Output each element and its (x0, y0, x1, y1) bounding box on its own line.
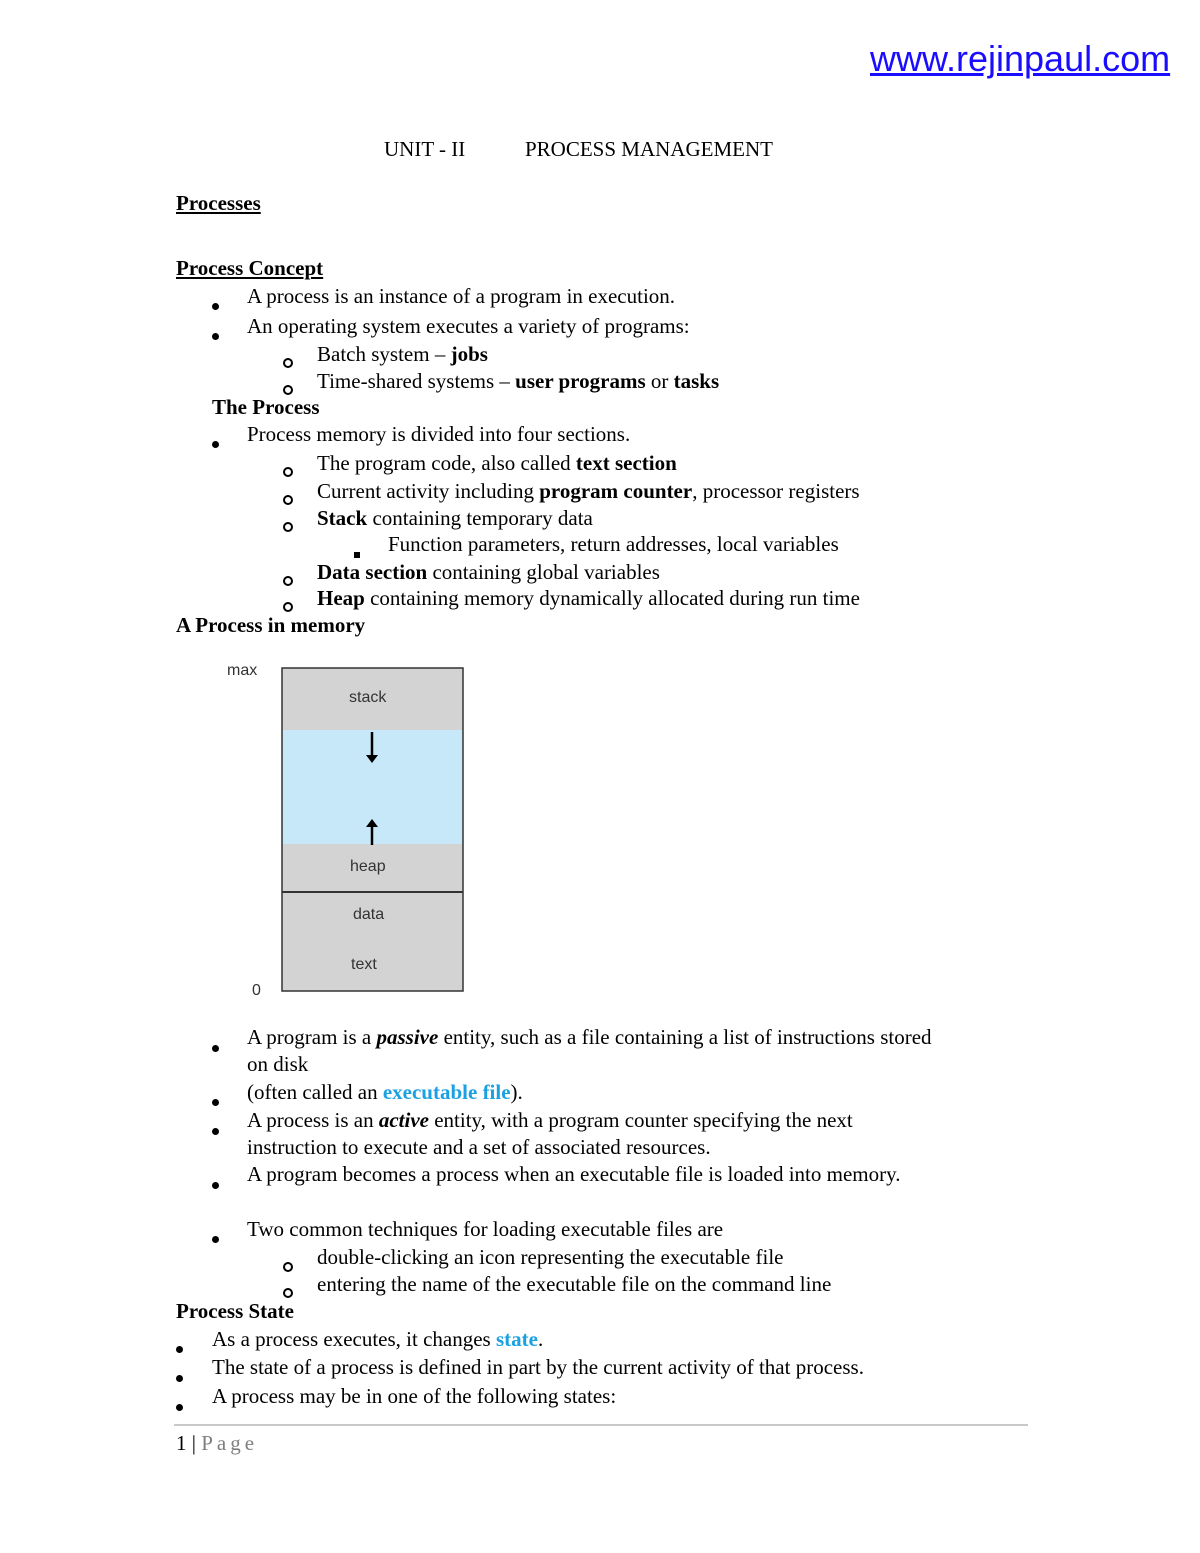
text-label: text (351, 956, 377, 973)
ring-bullet-icon (283, 567, 293, 592)
bullet-icon (212, 1116, 219, 1141)
heading-process-concept: Process Concept (176, 256, 324, 280)
list-item: Current activity including program counter, processor registers (317, 479, 860, 503)
footer-separator: | (191, 1431, 196, 1455)
list-item: Stack containing temporary data (317, 506, 593, 530)
data-label: data (353, 906, 385, 923)
page-word: Page (201, 1431, 259, 1455)
bullet-icon (212, 291, 219, 316)
list-item-continuation: instruction to execute and a set of associated resources. (247, 1135, 711, 1159)
bullet-icon (212, 1170, 219, 1195)
list-item-continuation: on disk (247, 1052, 309, 1076)
page-title: PROCESS MANAGEMENT (525, 137, 773, 161)
bullet-icon (212, 1033, 219, 1058)
stack-label: stack (349, 689, 387, 706)
heap-label: heap (350, 858, 386, 875)
ring-bullet-icon (283, 1253, 293, 1278)
ring-bullet-icon (283, 486, 293, 511)
list-item: The program code, also called text section (317, 451, 677, 475)
ring-bullet-icon (283, 349, 293, 374)
zero-label: 0 (252, 982, 261, 999)
bullet-icon (212, 1224, 219, 1249)
memory-diagram (220, 655, 480, 1005)
list-item: A process is an instance of a program in execution. (247, 284, 676, 308)
list-item: A program becomes a process when an executable file is loaded into memory. (247, 1162, 901, 1186)
website-link[interactable]: www.rejinpaul.com (870, 38, 1171, 79)
bullet-icon (176, 1334, 183, 1359)
bullet-icon (212, 321, 219, 346)
list-item: entering the name of the executable file on the command line (317, 1272, 832, 1296)
list-item: Time-shared systems – user programs or tasks (317, 369, 720, 393)
bullet-icon (212, 1087, 219, 1112)
ring-bullet-icon (283, 513, 293, 538)
list-item: Heap containing memory dynamically allocated during run time (317, 586, 860, 610)
list-item: A process is an active entity, with a program counter specifying the next (247, 1108, 853, 1132)
heading-process-state: Process State (176, 1299, 294, 1323)
heading-the-process: The Process (212, 395, 320, 419)
ring-bullet-icon (283, 458, 293, 483)
heading-processes: Processes (176, 191, 261, 215)
bullet-icon (176, 1392, 183, 1417)
max-label: max (227, 662, 258, 679)
list-item: A program is a passive entity, such as a file containing a list of instructions stored (247, 1025, 932, 1049)
list-item: An operating system executes a variety of programs: (247, 314, 690, 338)
heading-process-in-memory: A Process in memory (176, 613, 366, 637)
list-item: Process memory is divided into four sections. (247, 422, 631, 446)
unit-label: UNIT - II (384, 137, 466, 161)
list-item: Function parameters, return addresses, local variables (388, 532, 839, 556)
page-footer (176, 1431, 258, 1456)
list-item: The state of a process is defined in part by the current activity of that process. (212, 1355, 864, 1379)
list-item: double-clicking an icon representing the executable file (317, 1245, 784, 1269)
list-item: Two common techniques for loading executable files are (247, 1217, 724, 1241)
list-item: Data section containing global variables (317, 560, 660, 584)
bullet-icon (176, 1363, 183, 1388)
bullet-icon (212, 429, 219, 454)
list-item: A process may be in one of the following states: (212, 1384, 617, 1408)
list-item: (often called an executable file). (247, 1080, 523, 1104)
list-item: Batch system – jobs (317, 342, 488, 366)
list-item: As a process executes, it changes state. (212, 1327, 544, 1351)
footer-divider (174, 1424, 1028, 1426)
page-number: 1 (176, 1431, 187, 1455)
